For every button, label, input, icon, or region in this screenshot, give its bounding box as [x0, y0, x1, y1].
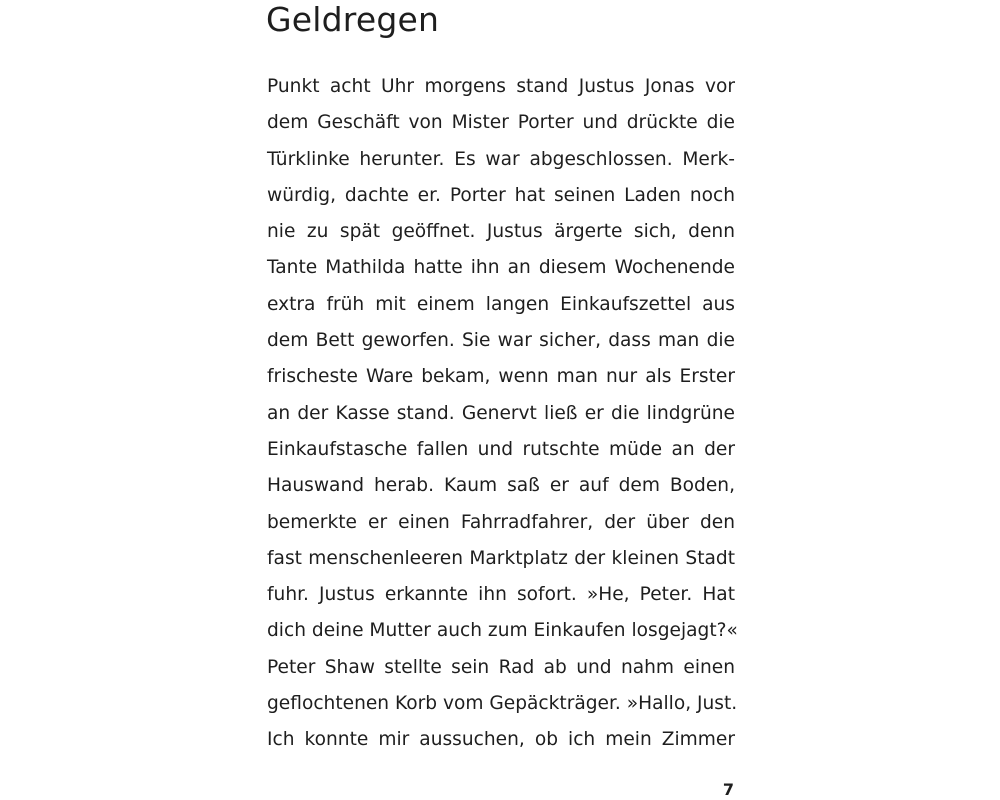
- text-line: Tante Mathilda hatte ihn an diesem Wochenende: [267, 257, 735, 279]
- text-line: frischeste Ware bekam, wenn man nur als Erster: [267, 366, 735, 388]
- text-line: bemerkte er einen Fahrradfahrer, der über den: [267, 511, 735, 533]
- text-line: an der Kasse stand. Genervt ließ er die lindgrüne: [267, 402, 735, 424]
- text-line: Punkt acht Uhr morgens stand Justus Jonas vor: [267, 76, 735, 97]
- text-line: Türklinke herunter. Es war abgeschlossen. Merk-: [267, 148, 735, 170]
- text-line: fuhr. Justus erkannte ihn sofort. »He, Peter. Hat: [267, 584, 735, 606]
- text-line: Einkaufstasche fallen und rutschte müde an der: [267, 438, 735, 460]
- page-number: 7: [722, 780, 734, 799]
- text-line: Ich konnte mir aussuchen, ob ich mein Zimmer: [267, 729, 735, 751]
- text-line: würdig, dachte er. Porter hat seinen Laden noch: [267, 184, 735, 206]
- text-line: Peter Shaw stellte sein Rad ab und nahm einen: [267, 656, 735, 678]
- text-line: dem Geschäft von Mister Porter und drückte die: [267, 112, 735, 134]
- text-line: geflochtenen Korb vom Gepäckträger. »Hallo, Just.: [267, 693, 738, 715]
- text-line: dich deine Mutter auch zum Einkaufen losgejagt?«: [267, 620, 738, 642]
- text-line: dem Bett geworfen. Sie war sicher, dass man die: [267, 330, 735, 352]
- chapter-title: Geldregen: [266, 0, 440, 39]
- text-line: Hauswand herab. Kaum saß er auf dem Boden,: [267, 475, 735, 497]
- text-line: fast menschenleeren Marktplatz der kleinen Stadt: [267, 547, 735, 569]
- body-text: [267, 69, 738, 759]
- text-line: nie zu spät geöffnet. Justus ärgerte sich, denn: [267, 221, 735, 243]
- text-line: extra früh mit einem langen Einkaufszettel aus: [267, 293, 735, 315]
